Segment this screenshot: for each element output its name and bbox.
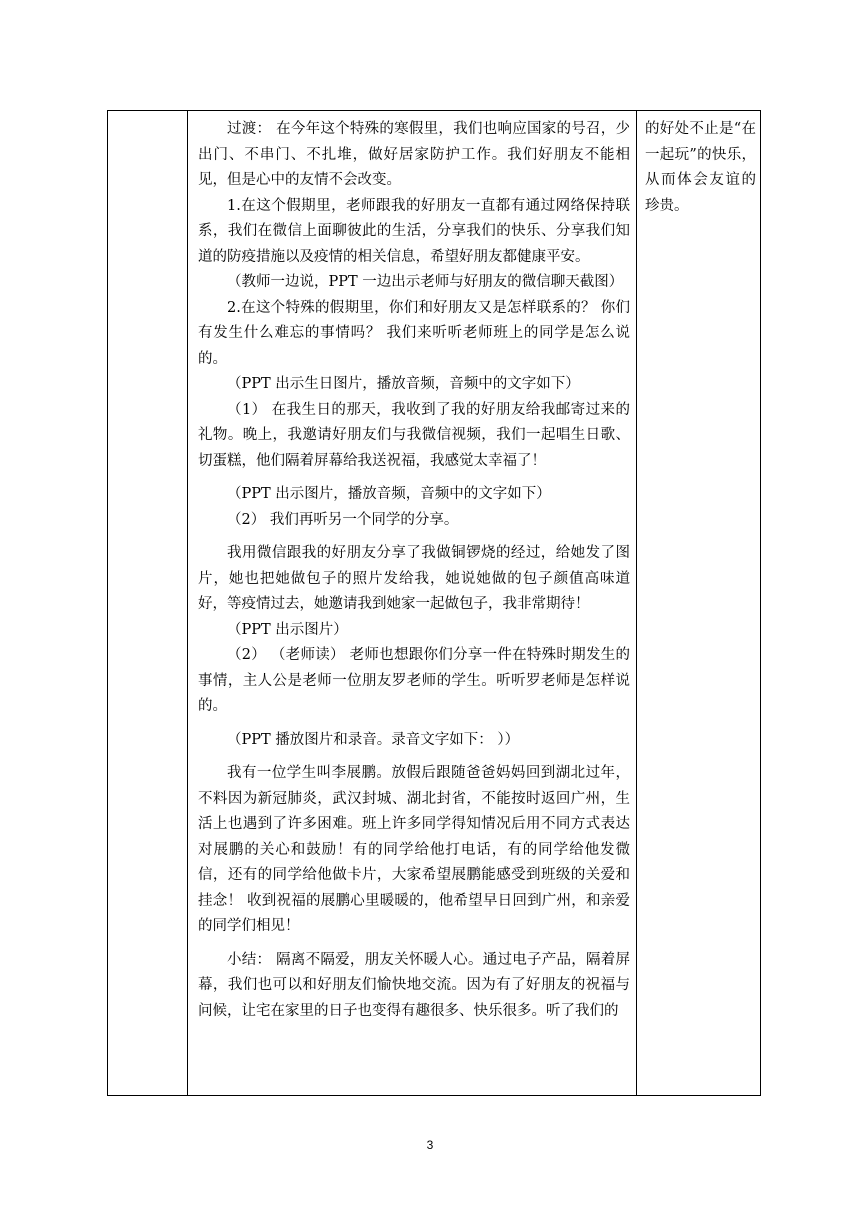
table-row	[108, 111, 761, 1096]
paragraph-question: 2.在这个特殊的假期里，你们和好朋友又是怎样联系的？ 你们有发生什么难忘的事情吗？ 我们来听听老师班上的同学是怎么说的。	[198, 299, 630, 367]
teacher-reads: （2） （老师读） 老师也想跟你们分享一件在特殊时期发生的事情，主人公是老师一位朋友罗老师的学生。听听罗老师是怎样说的。	[198, 647, 630, 714]
design-intent-cell	[637, 111, 761, 1096]
page-number: 3	[426, 1138, 434, 1152]
lesson-plan-table	[107, 110, 761, 1096]
transition-paragraph: 过渡： 在今年这个特殊的寒假里，我们也响应国家的号召，少出门、不串门、不扎堆，做好居家防护工作。我们好朋友不能相见，但是心中的友情不会改变。	[198, 121, 630, 188]
story-birthday: （1） 在我生日的那天，我收到了我的好朋友给我邮寄过来的礼物。晚上，我邀请好朋友们与我微信视频，我们一起唱生日歌、切蛋糕，他们隔着屏幕给我送祝福，我感觉太幸福了！	[198, 401, 630, 469]
summary-paragraph: 小结： 隔离不隔爱，朋友关怀暖人心。通过电子产品，隔着屏幕，我们也可以和好朋友们愉快地交流。因为有了好朋友的祝福与问候，让宅在家里的日子也变得有趣很多、快乐很多。听了我们的	[198, 951, 630, 1019]
ppt-note-recording: （PPT 播放图片和录音。录音文字如下： ））	[227, 731, 520, 748]
story-li-zhanpeng: 我有一位学生叫李展鹏。放假后跟随爸爸妈妈回到湖北过年，不料因为新冠肺炎，武汉封城、湖北封省，不能按时返回广州，生活上也遇到了许多困难。班上许多同学得知情况后用不同方式表达对展鹏的关心和鼓励！有的同学给他打电话，有的同学给他发微信，还有的同学给他做卡片，大家希望展鹏能感受到班级的关爱和挂念！ 收到祝福的展鹏心里暖暖的，他希望早日回到广州，和亲爱的同学们相见！	[198, 765, 630, 934]
ppt-note-audio: （PPT 出示图片，播放音频，音频中的文字如下）	[227, 486, 551, 502]
content-cell	[188, 111, 637, 1096]
paragraph-network-contact: 1.在这个假期里，老师跟我的好朋友一直都有通过网络保持联系，我们在微信上面聊彼此的生活，分享我们的快乐、分享我们知道的防疫措施以及疫情的相关信息，希望好朋友都健康平安。	[198, 197, 630, 265]
story-dorayaki: 我用微信跟我的好朋友分享了我做铜锣烧的经过，给她发了图片，她也把她做包子的照片发给我，她说她做的包子颜值高味道好，等疫情过去，她邀请我到她家一起做包子，我非常期待！	[198, 545, 630, 612]
ppt-note-birthday: （PPT 出示生日图片，播放音频，音频中的文字如下）	[227, 376, 580, 392]
story-another-share: （2） 我们再听另一个同学的分享。	[227, 511, 459, 528]
design-intent-text: 的好处不止是“在一起玩”的快乐，从而体会友谊的珍贵。	[645, 121, 756, 214]
ppt-note-chat-screenshot: （教师一边说，PPT 一边出示老师与好朋友的微信聊天截图）	[227, 274, 624, 290]
ppt-note-picture: （PPT 出示图片）	[227, 621, 348, 638]
left-empty-cell	[108, 111, 188, 1096]
